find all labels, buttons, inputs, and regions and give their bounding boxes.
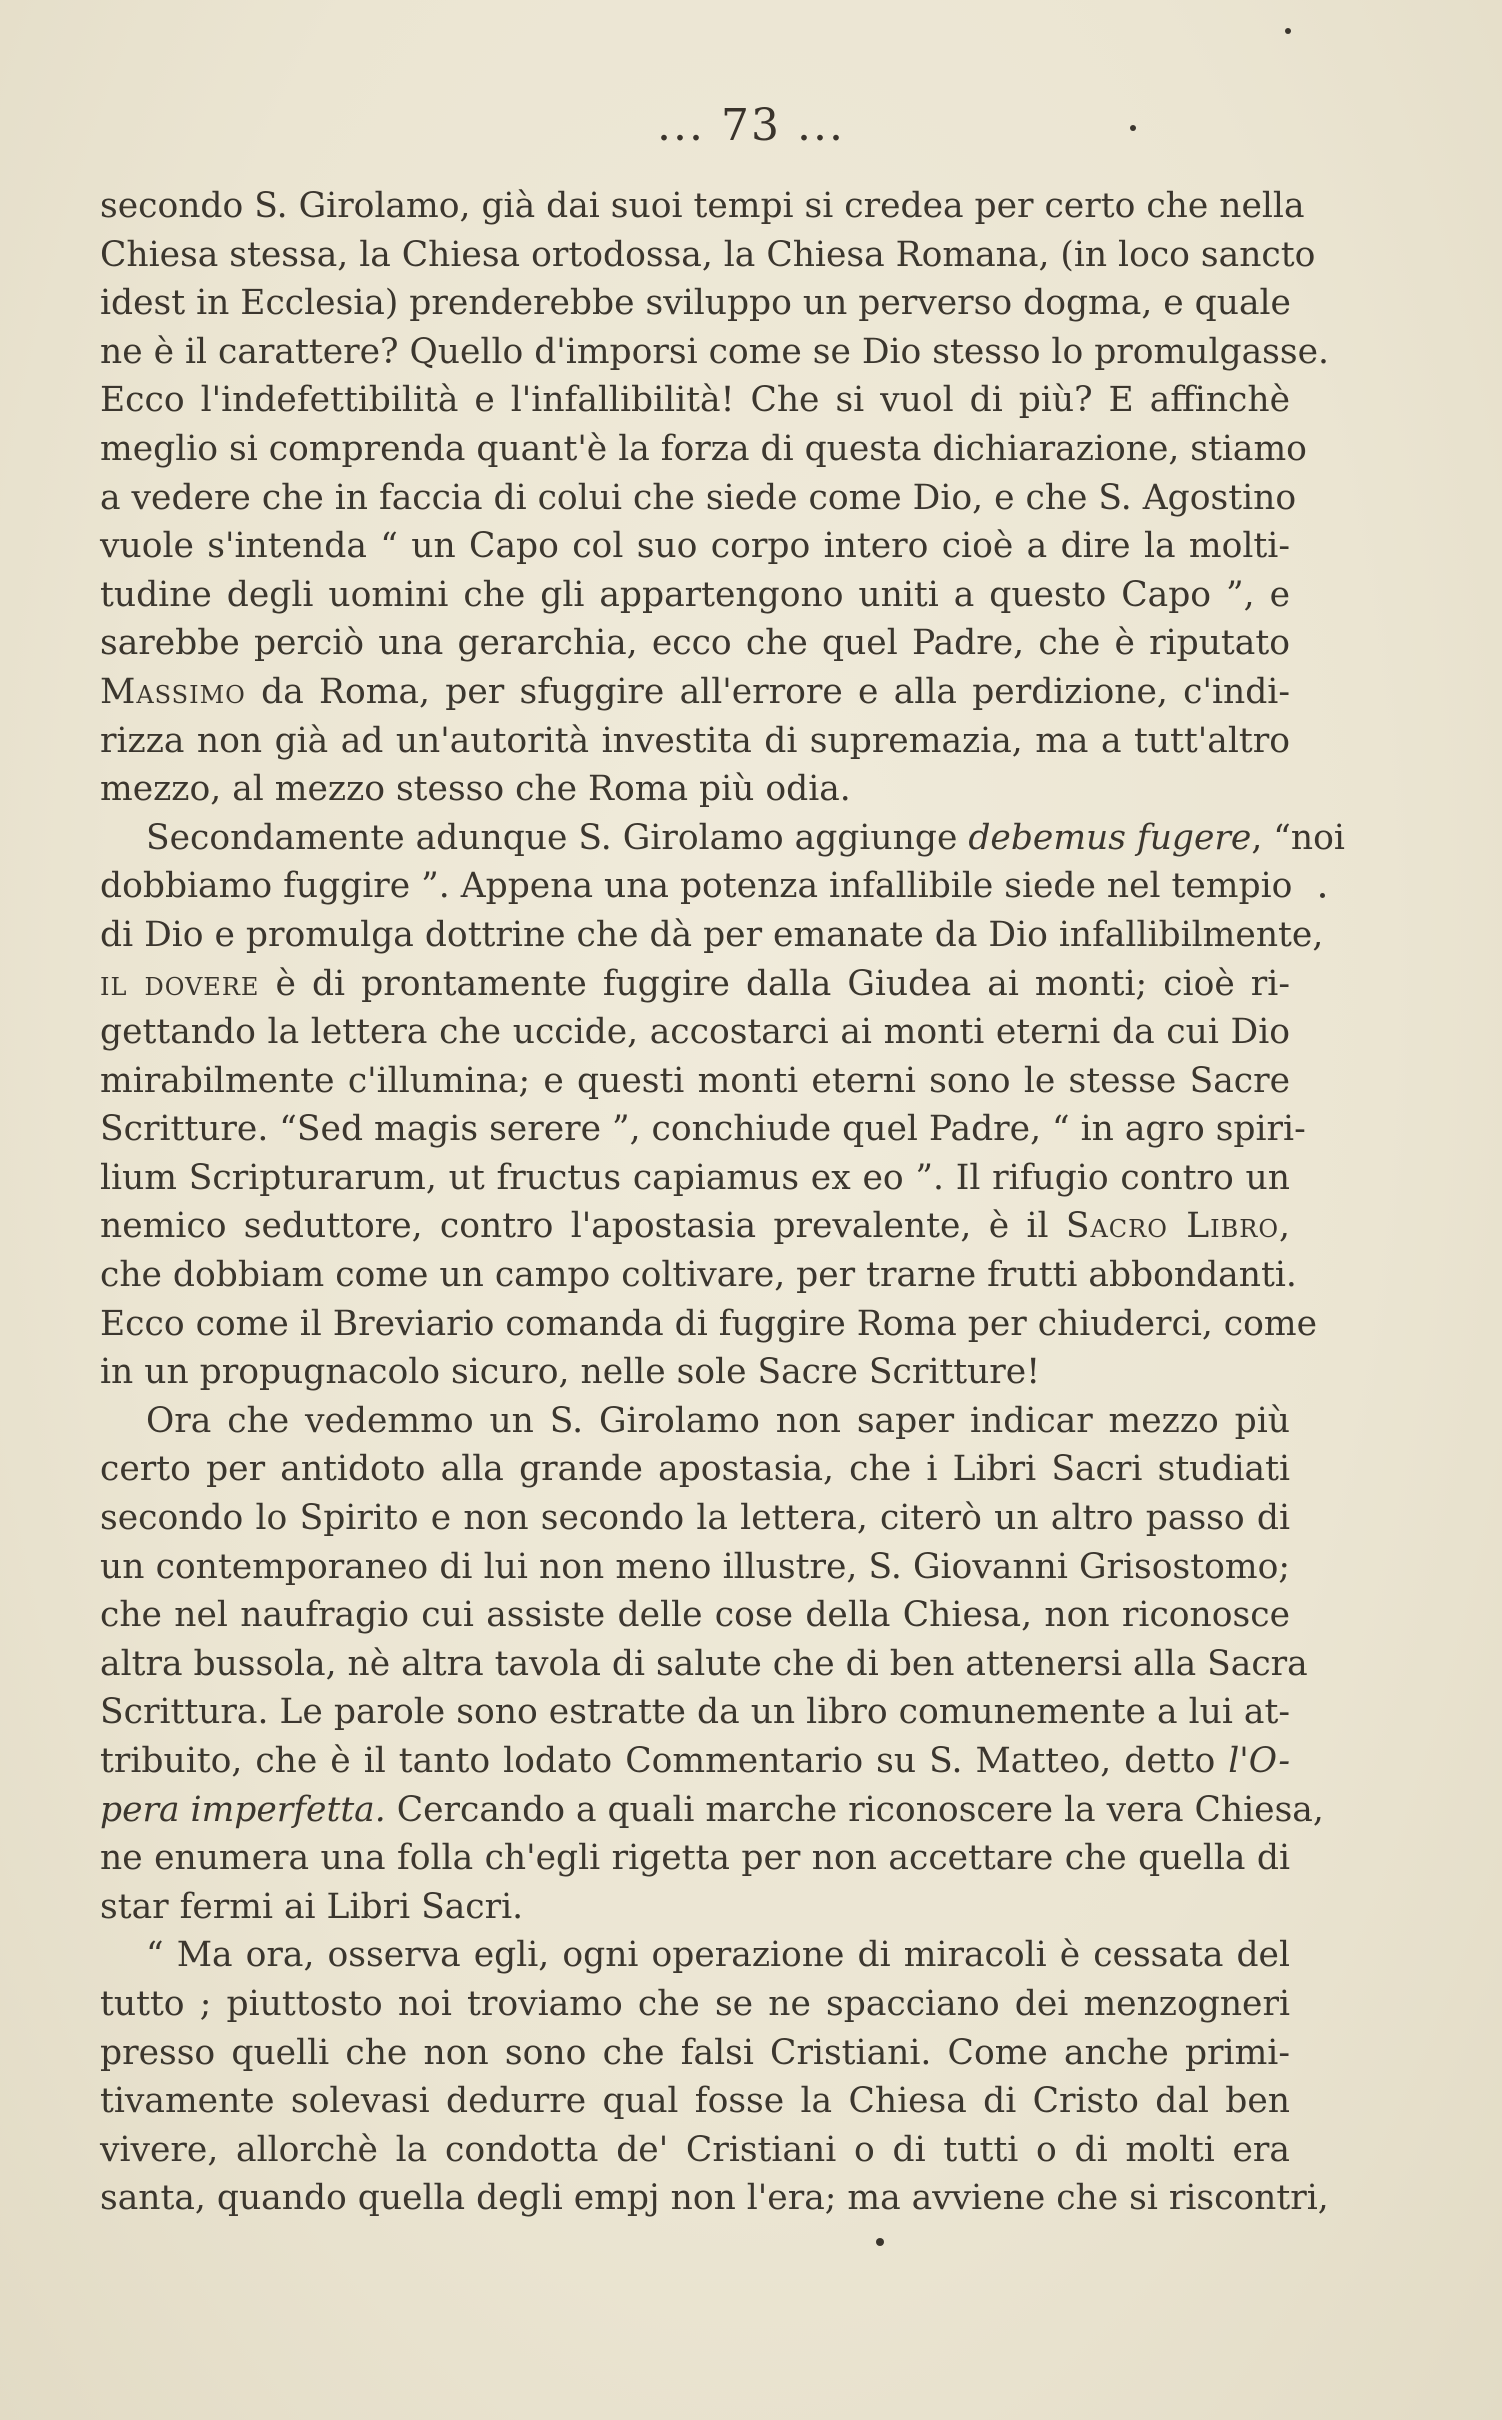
text-line <box>100 911 1324 960</box>
text-line <box>100 522 1290 571</box>
text-line <box>100 1008 1290 1057</box>
line-text: secondo S. Girolamo, già dai suoi tempi si credea per certo che nella <box>100 186 1305 226</box>
line-text: di Dio e promulga dottrine che dà per emanate da Dio infallibilmente, <box>100 914 1324 955</box>
text-line <box>100 862 1293 911</box>
line-text: mirabilmente c'illumina; e questi monti eterni sono le stesse Sacre <box>100 1060 1290 1101</box>
line-text: vivere, allorchè la condotta de' Cristiani o di tutti o di molti era <box>100 2129 1290 2170</box>
text-line <box>100 2126 1290 2175</box>
text-line <box>100 279 1290 328</box>
italic-text: l'O- <box>1228 1741 1290 1781</box>
line-text: vuole s'intenda “ un Capo col suo corpo intero cioè a dire la molti- <box>100 526 1290 567</box>
text-line <box>100 182 1305 231</box>
ink-speck <box>1320 893 1325 898</box>
line-text: “ Ma ora, osserva egli, ogni operazione di miracoli è cessata del <box>146 1935 1290 1976</box>
text-line <box>100 1251 1297 1300</box>
line-text: Chiesa stessa, la Chiesa ortodossa, la Chiesa Romana, (in loco sancto <box>100 234 1316 275</box>
text-line <box>100 474 1297 523</box>
line-text: Scritture. “Sed magis serere ”, conchiude quel Padre, “ in agro spiri- <box>100 1109 1306 1150</box>
text-line <box>100 571 1290 620</box>
line-text: presso quelli che non sono che falsi Cristiani. Come anche primi- <box>100 2032 1290 2073</box>
line-text: da Roma, per sfuggire all'errore e alla perdizione, c'indi- <box>245 671 1290 712</box>
text-line <box>100 328 1329 377</box>
small-caps-text: Sacro Libro <box>1065 1206 1280 1247</box>
text-line <box>100 1737 1290 1786</box>
line-text: che nel naufragio cui assiste delle cose della Chiesa, non riconosce <box>100 1595 1290 1636</box>
text-line <box>100 1980 1290 2029</box>
line-text: meglio si comprenda quant'è la forza di questa dichiarazione, stiamo <box>100 428 1307 469</box>
text-line <box>100 1154 1290 1203</box>
line-text: Ecco come il Breviario comanda di fuggire Roma per chiuderci, come <box>100 1303 1318 1344</box>
text-line <box>100 1105 1306 1154</box>
text-line <box>100 619 1290 668</box>
text-line <box>100 2174 1329 2223</box>
line-text: è di prontamente fuggire dalla Giudea ai monti; cioè ri- <box>259 963 1290 1004</box>
text-line <box>100 717 1290 766</box>
small-caps-text: il dovere <box>100 963 260 1004</box>
line-text: ne è il carattere? Quello d'imporsi come se Dio stesso lo promulgasse. <box>100 331 1329 372</box>
line-text: Cercando a quali marche riconoscere la vera Chiesa, <box>385 1789 1324 1830</box>
line-text: rizza non già ad un'autorità investita di supremazia, ma a tutt'altro <box>100 720 1290 761</box>
line-text: tutto ; piuttosto noi troviamo che se ne spacciano dei menzogneri <box>100 1983 1290 2024</box>
line-text: , “noi <box>1251 817 1345 858</box>
line-text: mezzo, al mezzo stesso che Roma più odia. <box>100 769 851 810</box>
text-line <box>100 765 1290 814</box>
text-line <box>100 1348 1290 1397</box>
italic-text: pera imperfetta. <box>100 1789 386 1830</box>
text-line <box>100 1202 1290 1251</box>
text-line <box>100 1445 1290 1494</box>
line-text: a vedere che in faccia di colui che siede come Dio, e che S. Agostino <box>100 477 1297 518</box>
text-line <box>100 1543 1290 1592</box>
text-line <box>100 960 1290 1009</box>
line-text: idest in Ecclesia) prenderebbe sviluppo un perverso dogma, e quale <box>100 283 1291 324</box>
text-line <box>100 2029 1290 2078</box>
text-line <box>100 1931 1290 1980</box>
page-number: ... 73 ... <box>657 100 845 151</box>
text-line <box>100 668 1290 717</box>
line-text: certo per antidoto alla grande apostasia, che i Libri Sacri studiati <box>100 1449 1290 1490</box>
ink-speck <box>876 2238 884 2246</box>
text-line <box>100 425 1307 474</box>
line-text: tudine degli uomini che gli appartengono uniti a questo Capo ”, e <box>100 574 1290 615</box>
line-text: gettando la lettera che uccide, accostarci ai monti eterni da cui Dio <box>100 1012 1290 1053</box>
line-text: tribuito, che è il tanto lodato Commentario su S. Matteo, detto <box>100 1741 1229 1781</box>
text-line <box>100 1494 1290 1543</box>
text-line <box>100 1640 1308 1689</box>
ink-speck <box>1285 28 1291 34</box>
text-line <box>100 1300 1318 1349</box>
text-line <box>100 1883 1290 1932</box>
text-line <box>100 1786 1324 1835</box>
italic-text: debemus fugere <box>968 817 1252 858</box>
line-text: nemico seduttore, contro l'apostasia prevalente, è il <box>100 1206 1066 1247</box>
text-line <box>100 376 1290 425</box>
line-text: santa, quando quella degli empj non l'era; ma avviene che si riscontri, <box>100 2178 1329 2219</box>
line-text: che dobbiam come un campo coltivare, per trarne frutti abbondanti. <box>100 1255 1297 1296</box>
text-line <box>100 2077 1290 2126</box>
line-text: un contemporaneo di lui non meno illustre, S. Giovanni Grisostomo; <box>100 1546 1290 1587</box>
text-line <box>100 1834 1290 1883</box>
text-line <box>100 231 1316 280</box>
line-text: ne enumera una folla ch'egli rigetta per non accettare che quella di <box>100 1838 1290 1879</box>
text-line <box>100 1591 1290 1640</box>
body-text <box>100 182 1345 2223</box>
line-text: , <box>1279 1206 1290 1247</box>
ink-speck <box>1130 125 1136 131</box>
text-line <box>100 1688 1290 1737</box>
line-text: altra bussola, nè altra tavola di salute che di ben attenersi alla Sacra <box>100 1643 1308 1684</box>
text-line <box>100 814 1345 863</box>
line-text: in un propugnacolo sicuro, nelle sole Sacre Scritture! <box>100 1352 1041 1393</box>
line-text: lium Scripturarum, ut fructus capiamus ex eo ”. Il rifugio contro un <box>100 1157 1290 1198</box>
line-text: Scrittura. Le parole sono estratte da un libro comunemente a lui at- <box>100 1692 1290 1733</box>
line-text: sarebbe perciò una gerarchia, ecco che quel Padre, che è riputato <box>100 623 1290 664</box>
line-text: secondo lo Spirito e non secondo la lettera, citerò un altro passo di <box>100 1498 1290 1539</box>
text-line <box>100 1057 1290 1106</box>
text-line <box>100 1397 1290 1446</box>
line-text: star fermi ai Libri Sacri. <box>100 1886 524 1927</box>
line-text: tivamente solevasi dedurre qual fosse la Chiesa di Cristo dal ben <box>100 2081 1290 2122</box>
line-text: Ora che vedemmo un S. Girolamo non saper indicar mezzo più <box>146 1400 1290 1441</box>
line-text: dobbiamo fuggire ”. Appena una potenza infallibile siede nel tempio <box>100 866 1293 907</box>
small-caps-text: Massimo <box>100 671 246 712</box>
line-text: Secondamente adunque S. Girolamo aggiunge <box>146 817 969 858</box>
line-text: Ecco l'indefettibilità e l'infallibilità! Che si vuol di più? E affinchè <box>100 380 1290 421</box>
